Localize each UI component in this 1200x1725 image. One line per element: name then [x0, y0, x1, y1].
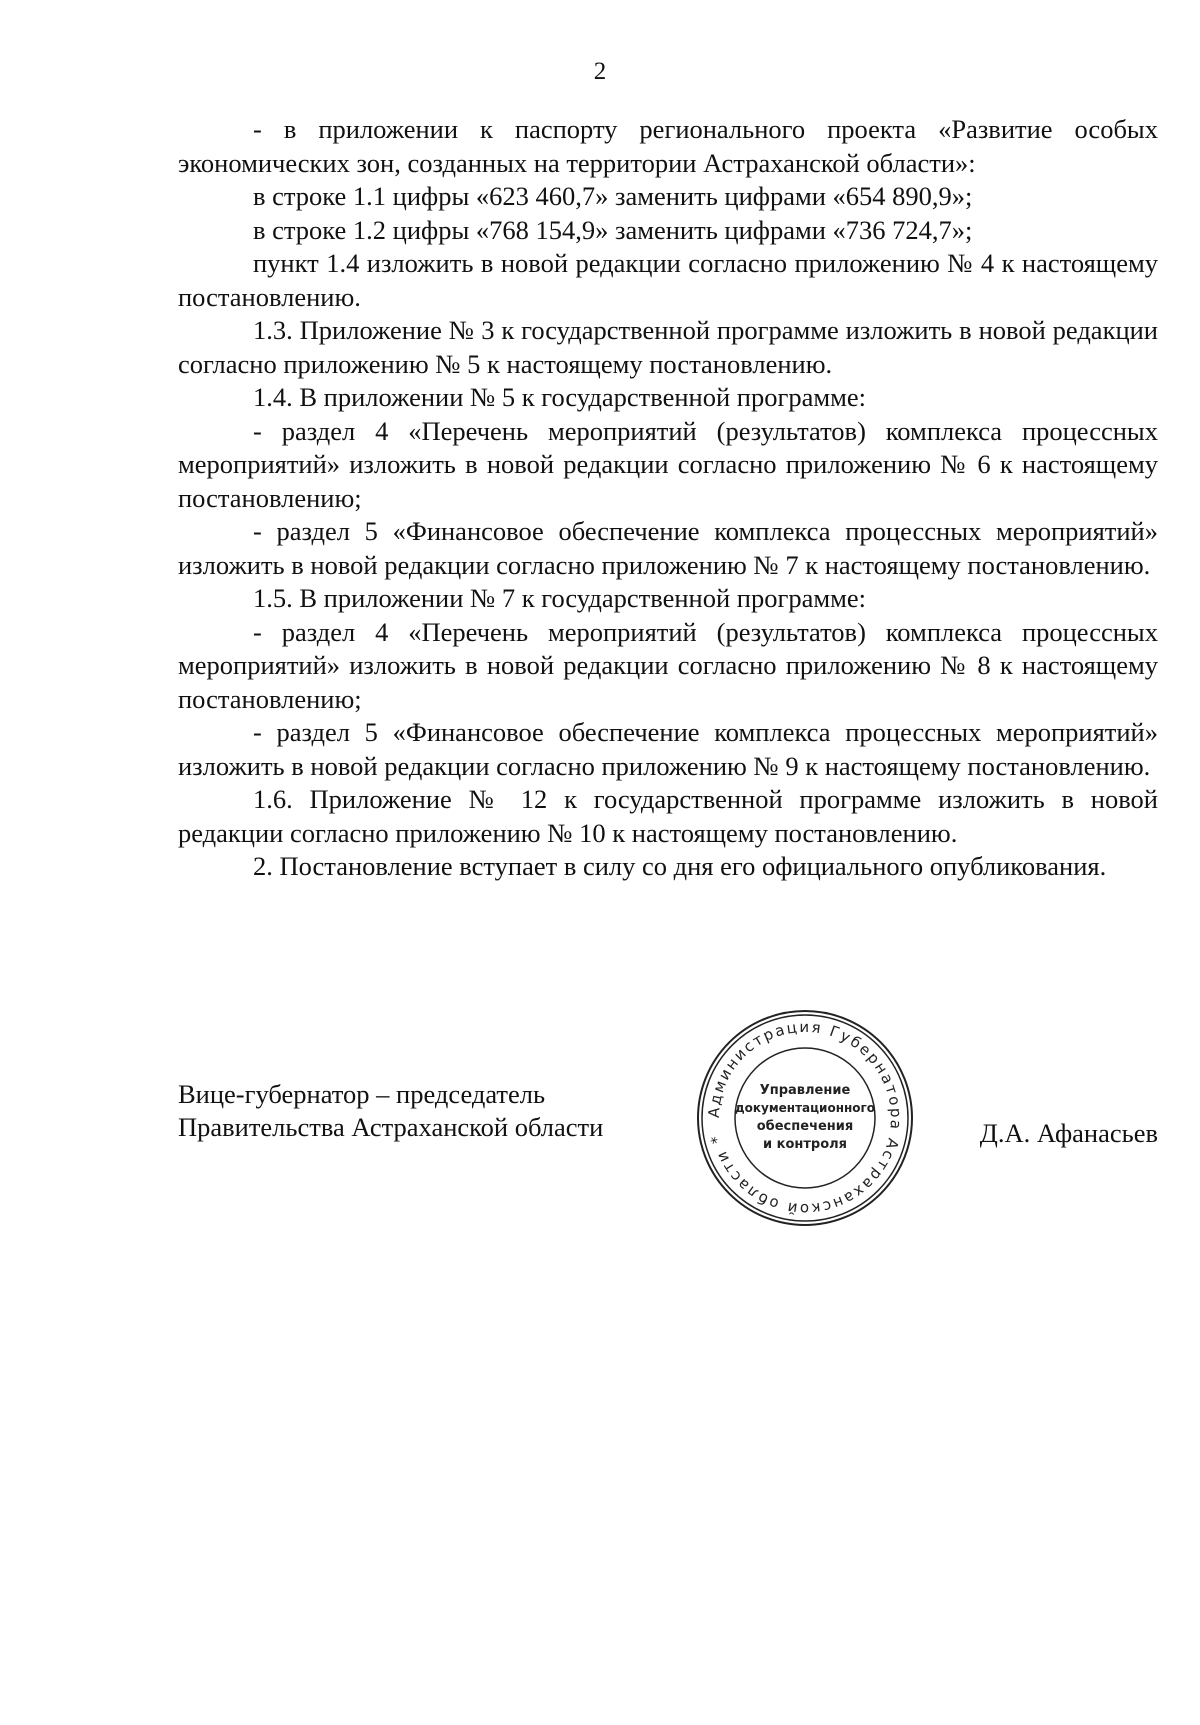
seal-center-line: Управление: [759, 1083, 851, 1098]
signer-title-line: Правительства Астраханской области: [178, 1112, 604, 1142]
paragraph: пункт 1.4 изложить в новой редакции согласно приложению № 4 к настоящему постановлению.: [178, 248, 1158, 312]
official-seal: [695, 1008, 915, 1228]
signature-block: [178, 1008, 1158, 1219]
paragraph: 1.3. Приложение № 3 к государственной программе изложить в новой редакции согласно приложению № 5 к настоящему постановлению.: [178, 315, 1158, 379]
signer-title: [178, 1078, 603, 1144]
paragraph: 1.4. В приложении № 5 к государственной программе:: [253, 382, 866, 412]
paragraph: в строке 1.1 цифры «623 460,7» заменить цифрами «654 890,9»;: [253, 181, 973, 211]
paragraph: в строке 1.2 цифры «768 154,9» заменить цифрами «736 724,7»;: [253, 214, 973, 245]
paragraph: 2. Постановление вступает в силу со дня его официального опубликования.: [253, 851, 1107, 881]
paragraph: 1.6. Приложение № 12 к государственной программе изложить в новой редакции согласно приложению № 10 к настоящему постановлению.: [178, 784, 1158, 848]
page-number: 2: [593, 58, 607, 85]
seal-center-line: документационного: [734, 1101, 876, 1115]
seal-ring-textpath: Администрация Губернатора Астраханской области *: [704, 1017, 906, 1219]
seal-center-line: обеспечения: [756, 1119, 854, 1134]
seal-center-line: и контроля: [762, 1137, 848, 1152]
paragraph: - раздел 5 «Финансовое обеспечение комплекса процессных мероприятий» изложить в новой редакции согласно приложению № 9 к настоящему постановлению.: [178, 717, 1158, 781]
paragraph: - раздел 4 «Перечень мероприятий (результатов) комплекса процессных мероприятий» изложить в новой редакции согласно приложению № 8 к настоящему постановлению;: [178, 616, 1158, 714]
paragraph: - в приложении к паспорту регионального проекта «Развитие особых экономических зон, созданных на территории Астраханской области»:: [178, 114, 1158, 178]
paragraph: - раздел 5 «Финансовое обеспечение комплекса процессных мероприятий» изложить в новой редакции согласно приложению № 7 к настоящему постановлению.: [178, 516, 1158, 580]
signer-name: Д.А. Афанасьев: [979, 1118, 1158, 1148]
paragraph: 1.5. В приложении № 7 к государственной программе:: [253, 583, 866, 613]
signer-title-line: Вице-губернатор – председатель: [178, 1079, 546, 1109]
paragraph: - раздел 4 «Перечень мероприятий (результатов) комплекса процессных мероприятий» изложить в новой редакции согласно приложению № 6 к настоящему постановлению;: [178, 415, 1158, 513]
document-body: [178, 113, 1158, 884]
